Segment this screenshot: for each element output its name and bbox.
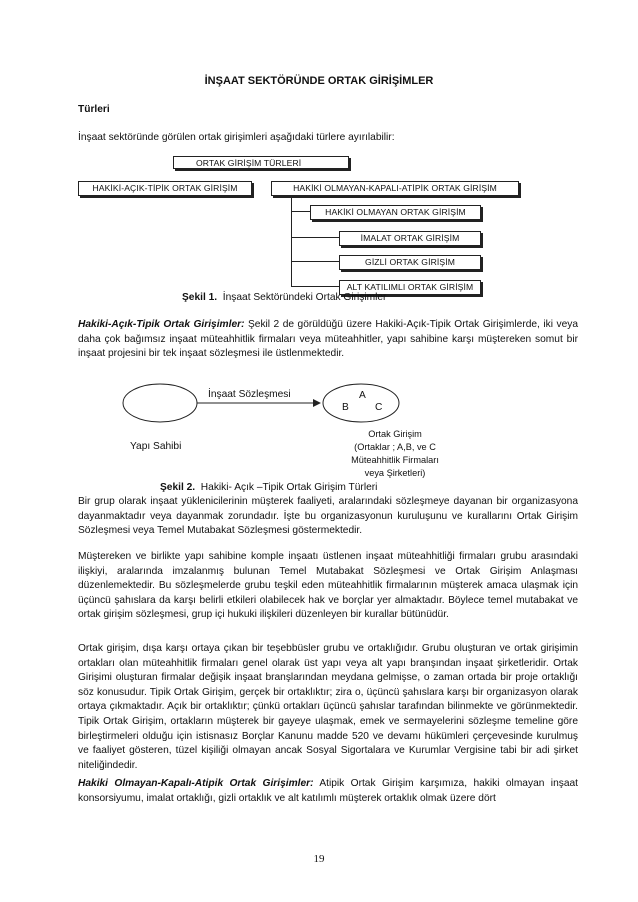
member-c-label: C <box>375 402 383 413</box>
figure2-caption-label: Şekil 2. <box>160 482 196 493</box>
page-title: İNŞAAT SEKTÖRÜNDE ORTAK GİRİŞİMLER <box>204 75 434 87</box>
paragraph: Müştereken ve birlikte yapı sahibine komple inşaatı üstlenen inşaat müteahhitliği firmaları grubu arasındaki ilişkiyi, aralarında imzalanmış bulunan Temel Mutabakat Sözleşmesi ve Ortak Girişim Anlaşması düzenlemektedir. Bu sözleşmelerde grubu teşkil eden müteahhitlik firmalarının müşterek amaca ulaşmak için üçüncü şahıslara da karşı belirli etkileri olabilecek hak ve borçlar yer almaktadır. Böylece temel mutabakat ve ortak girişim sözleşmesi, grup içi hukuki ilişkileri düzenleyen bir kurallar bütünüdür. <box>78 551 578 621</box>
figure2-caption <box>160 482 377 493</box>
diagram-sub-item-box: GİZLİ ORTAK GİRİŞİM <box>339 255 481 270</box>
joint-venture-label-line: Müteahhitlik Firmaları <box>351 455 439 465</box>
joint-venture-label-line: veya Şirketleri) <box>364 468 426 478</box>
paragraph-lead: Hakiki Olmayan-Kapalı-Atipik Ortak Girişimler: <box>78 778 314 789</box>
paragraph: Ortak girişim, dışa karşı ortaya çıkan bir teşebbüsler grubu ve ortaklığıdır. Grubu oluşturan ve ortak girişimin ortakları olan müteahhitlik firmaları genel olarak üst yapı veya alt yapı branşından inşaat şirketleridir. Ortak Girişimi oluşturan firmalar değişik inşaat branşlarından meydana gelmişse, o zaman ortada bir proje ortaklığı söz konusudur. Tipik Ortak Girişim, gerçek bir ortaklıktır; zira o, üçüncü şahıslara karşı bir organizasyon olarak ortaya çıkmaktadır. Açık bir ortaklıktır; çünkü ortakları üçüncü şahıslar tarafından bilinmekte ve görünmektedir. Tipik Ortak Girişim, ortakların müşterek bir gayeye ulaşmak, emek ve sermayelerini sözleşme temeline göre birleştirmeleri olduğu için istisnasız Borçlar Kanunu madde 520 ve devamı hükümleri çerçevesinde kurulmuş ve faaliyet gösteren, tüzel kişiliği olmayan ancak Sosyal Sigortalara ve Kurumlar Vergisine tabi bir adi şirket niteliğindedir. <box>78 643 578 771</box>
paragraph-lead: Hakiki-Açık-Tipik Ortak Girişimler: <box>78 319 245 330</box>
figure2-caption-text: Hakiki- Açık –Tipik Ortak Girişim Türleri <box>200 482 378 493</box>
member-a-label: A <box>359 390 366 401</box>
intro-text: İnşaat sektöründe görülen ortak girişimleri aşağıdaki türlere ayırılabilir: <box>78 132 395 143</box>
paragraph <box>78 777 578 806</box>
diagram-sub-item-box: İMALAT ORTAK GİRİŞİM <box>339 231 481 246</box>
owner-ellipse <box>123 384 197 422</box>
joint-venture-label-line: (Ortaklar ; A,B, ve C <box>354 442 436 452</box>
figure1-caption-label: Şekil 1. <box>182 292 218 303</box>
diagram-sub-item-box: HAKİKİ OLMAYAN ORTAK GİRİŞİM <box>310 205 481 220</box>
diagram-sub-item-box: ALT KATILIMLI ORTAK GİRİŞİM <box>339 280 481 295</box>
paragraph: Bir grup olarak inşaat yüklenicilerinin müşterek faaliyeti, aralarındaki sözleşmeye dayanan bir organizasyona dayanmaktadır veya dayanmak zorundadır. İşte bu organizasyonun kuruluşunu ve kurallarını Ortak Girişim Sözleşmesi veya Temel Mutabakat Sözleşmesi göstermektedir. <box>78 496 578 537</box>
owner-label: Yapı Sahibi <box>130 441 182 452</box>
paragraph-text: Şekil 2 de görüldüğü üzere Hakiki-Açık-Tipik Ortak Girişimlerde, iki veya daha çok bağımsız inşaat müteahhitlik firmaları veya müteahhitler, yapı sahibine karşı müştereken somut bir inşaat projesini bir tek inşaat sözleşmesi ile üstlenmektedir. <box>78 319 579 360</box>
diagram-right-branch-box: HAKİKİ OLMAYAN-KAPALI-ATİPİK ORTAK GİRİŞİM <box>271 181 519 196</box>
diagram-left-branch-box: HAKİKİ-AÇIK-TİPİK ORTAK GİRİŞİM <box>78 181 252 196</box>
section-heading: Türleri <box>78 104 110 115</box>
figure1-caption-text: İnşaat Sektöründeki Ortak Girişimler <box>222 292 387 303</box>
member-b-label: B <box>342 402 349 413</box>
joint-venture-label-line: Ortak Girişim <box>368 429 422 439</box>
paragraph-text: Atipik Ortak Girişim karşımıza, hakiki olmayan inşaat konsorsiyumu, imalat ortaklığı, gizli ortaklık ve alt katılımlı müşterek ortaklık olmak üzere dört <box>78 778 578 804</box>
diagram-root-box: ORTAK GİRİŞİM TÜRLERİ <box>173 156 349 169</box>
contract-label: İnşaat Sözleşmesi <box>208 389 291 400</box>
page-number: 19 <box>313 853 325 865</box>
joint-venture-label <box>320 428 470 480</box>
